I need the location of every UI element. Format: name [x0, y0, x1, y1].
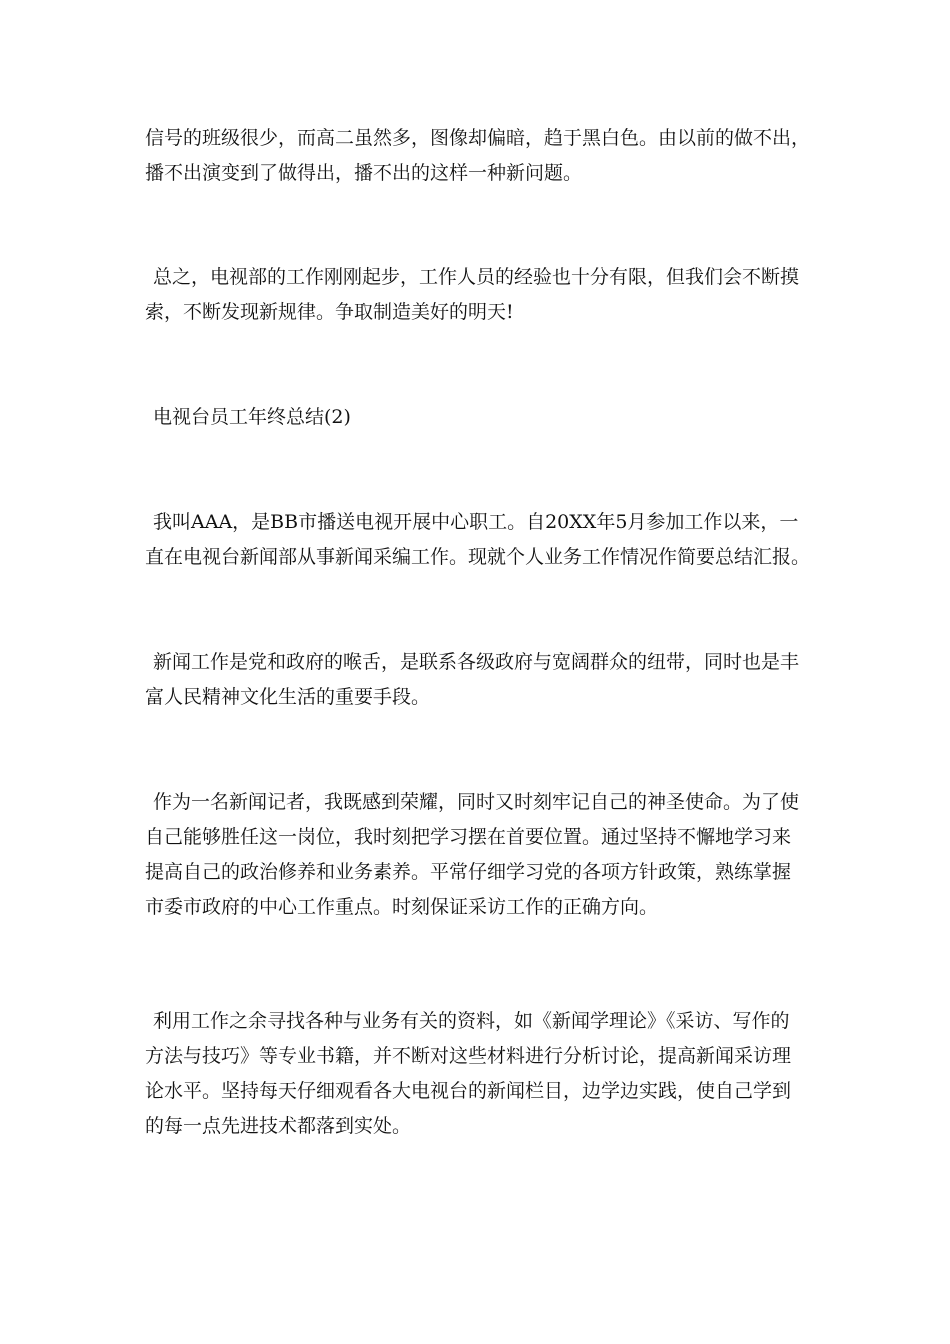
text-line: 播不出演变到了做得出，播不出的这样一种新问题。: [145, 162, 583, 184]
paragraph-news-work: [145, 645, 815, 715]
section-heading: [145, 400, 815, 435]
text-line: 我叫AAA，是BB市播送电视开展中心职工。自20XX年5月参加工作以来，一: [153, 511, 799, 533]
paragraph-summary: [145, 260, 815, 330]
text-line: 自己能够胜任这一岗位，我时刻把学习摆在首要位置。通过坚持不懈地学习来: [145, 826, 792, 848]
text-line: 索，不断发现新规律。争取制造美好的明天!: [145, 301, 514, 323]
text-line: 新闻工作是党和政府的喉舌，是联系各级政府与宽阔群众的纽带，同时也是丰: [153, 651, 800, 673]
text-line: 方法与技巧》等专业书籍，并不断对这些材料进行分析讨论，提高新闻采访理: [145, 1045, 792, 1067]
paragraph-journalist-mission: [145, 785, 815, 925]
text-line: 直在电视台新闻部从事新闻采编工作。现就个人业务工作情况作简要总结汇报。: [145, 546, 811, 568]
text-line: 信号的班级很少，而高二虽然多，图像却偏暗，趋于黑白色。由以前的做不出，: [145, 127, 811, 149]
paragraph-study-materials: [145, 1004, 815, 1144]
text-line: 总之，电视部的工作刚刚起步，工作人员的经验也十分有限，但我们会不断摸: [153, 266, 800, 288]
text-line: 论水平。坚持每天仔细观看各大电视台的新闻栏目，边学边实践，使自己学到: [145, 1080, 792, 1102]
paragraph-signal-quality: [145, 121, 815, 191]
text-line: 的每一点先进技术都落到实处。: [145, 1115, 412, 1137]
paragraph-self-introduction: [145, 505, 815, 575]
heading-text: 电视台员工年终总结(2): [153, 406, 351, 428]
text-line: 提高自己的政治修养和业务素养。平常仔细学习党的各项方针政策，熟练掌握: [145, 861, 792, 883]
text-line: 作为一名新闻记者，我既感到荣耀，同时又时刻牢记自己的神圣使命。为了使: [153, 791, 800, 813]
text-line: 利用工作之余寻找各种与业务有关的资料，如《新闻学理论》《采访、写作的: [153, 1010, 790, 1032]
text-line: 富人民精神文化生活的重要手段。: [145, 686, 431, 708]
text-line: 市委市政府的中心工作重点。时刻保证采访工作的正确方向。: [145, 896, 659, 918]
